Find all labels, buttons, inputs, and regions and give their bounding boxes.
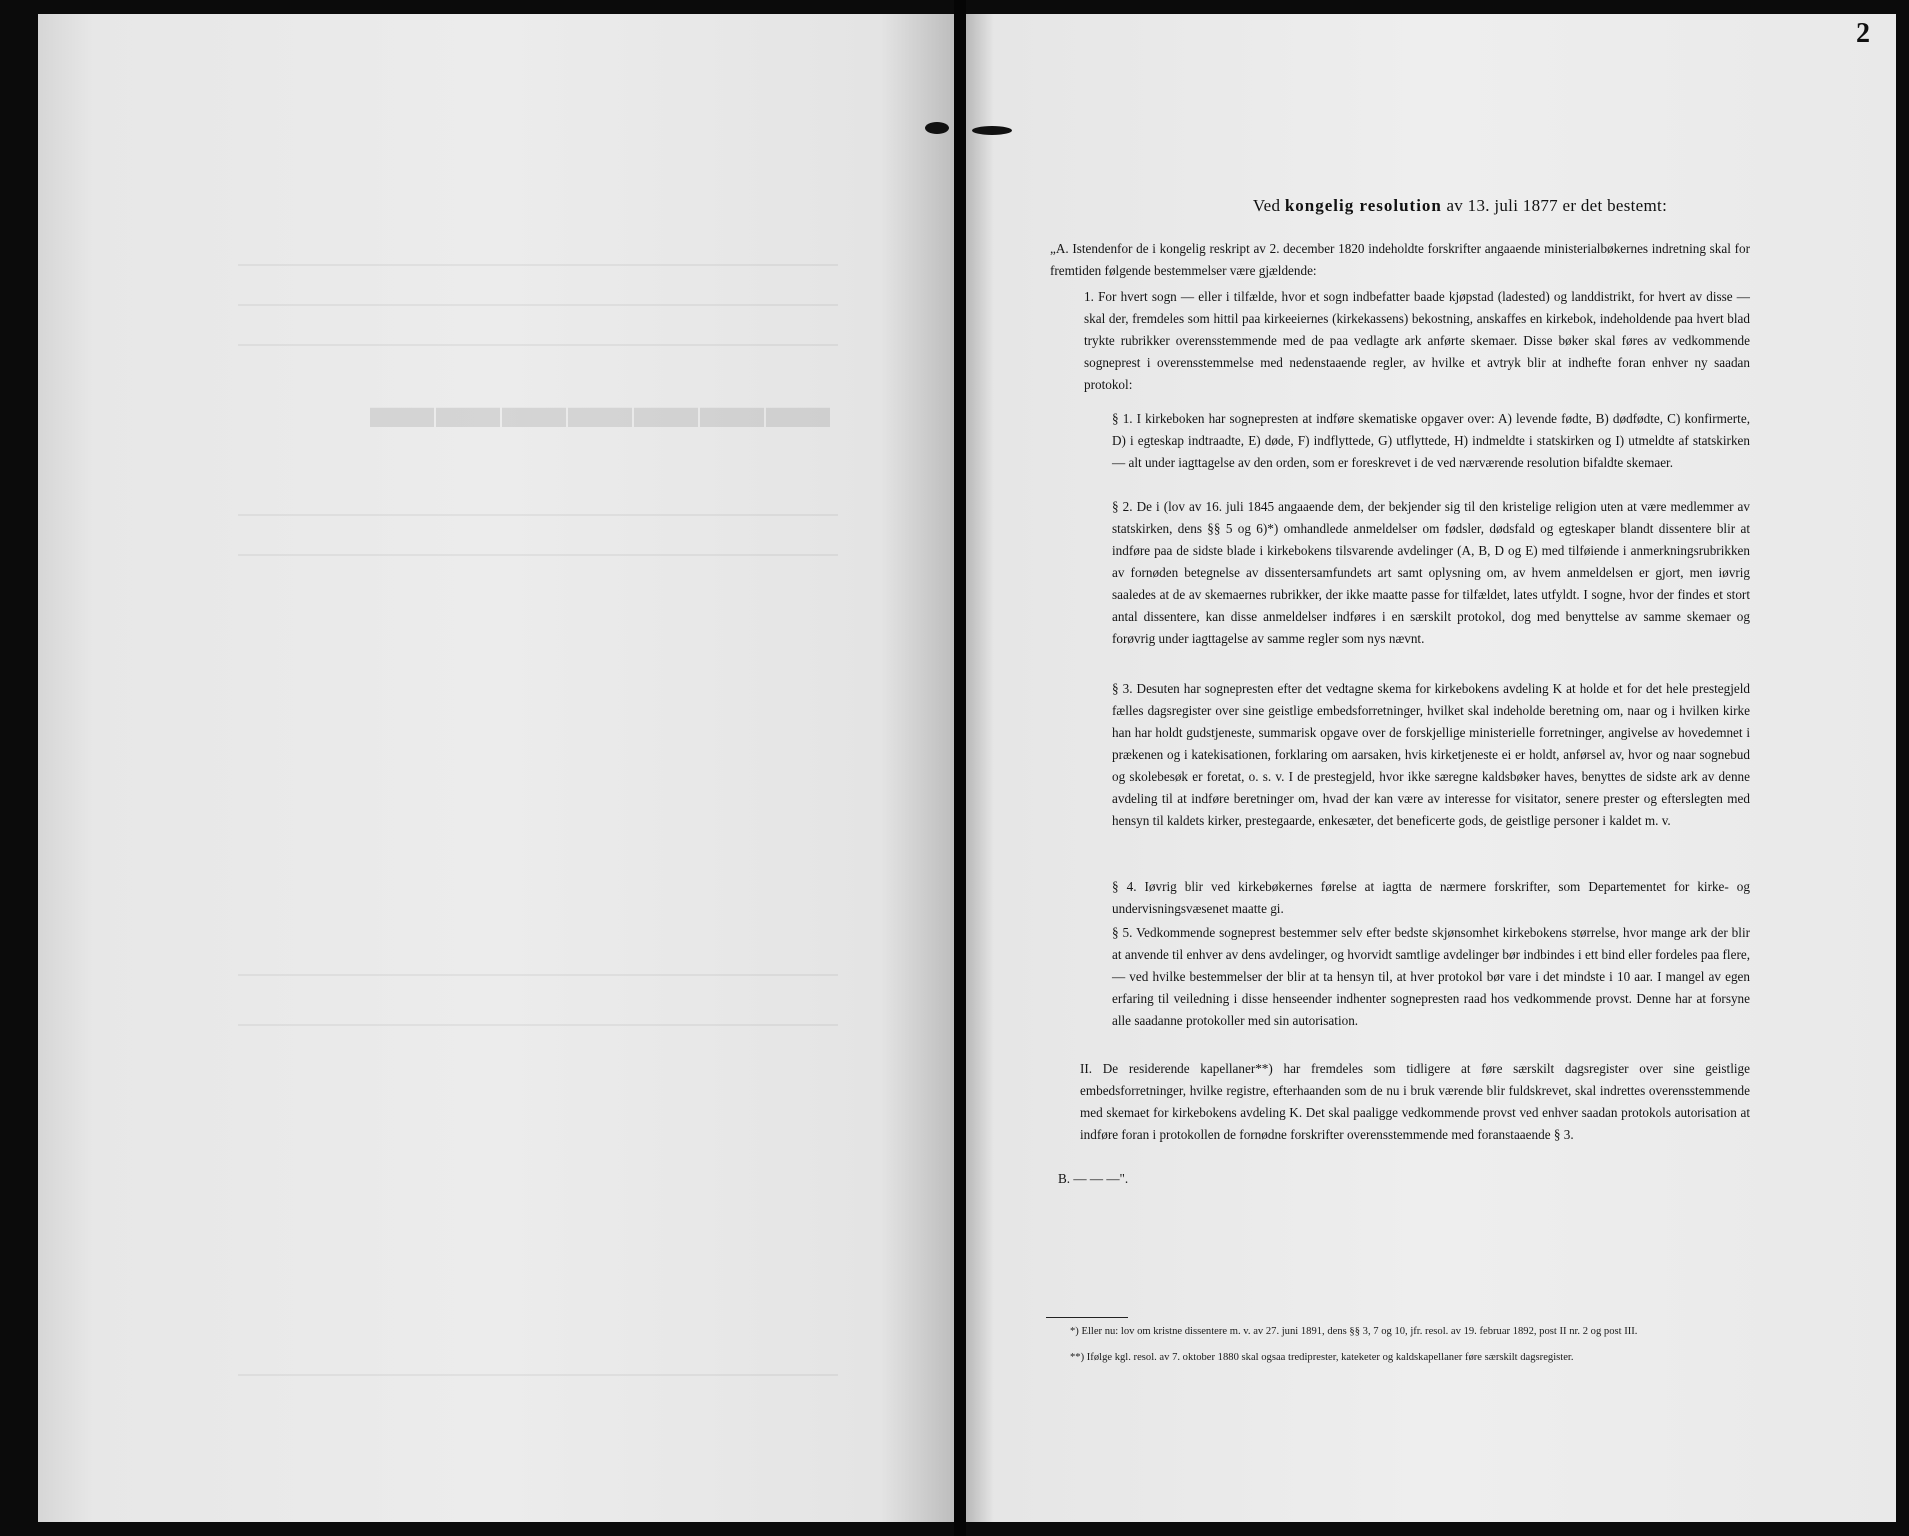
paragraph-3 — [1112, 678, 1750, 832]
heading-post: av 13. juli 1877 er det bestemt: — [1446, 196, 1668, 215]
section-a-text: „A. Istendenfor de i kongelig reskript av 2. december 1820 indeholdte forskrifter angaaende ministerialbøkernes indretning skal for fremtiden følgende bestemmelser være gjældende: — [1050, 241, 1750, 278]
paragraph-1-text: § 1. I kirkeboken har sognepresten at indføre skematiske opgaver over: A) levende fødte, B) dødfødte, C) konfirmerte, D) i egteskap indtraadte, E) døde, F) indflyttede, G) utflyttede, H) indmeldte i statskirken og I) utmeldte af statskirken — alt under iagttagelse av den orden, som er foreskrevet i de ved nærværende resolution bifaldte skemaer. — [1112, 411, 1750, 470]
bleed-through-line — [238, 974, 838, 976]
section-b-text: B. — — —". — [1058, 1171, 1129, 1186]
paragraph-5-text: § 5. Vedkommende sogneprest bestemmer selv efter bedste skjønsomhet kirkebokens størrelse, hvor mange ark der blir at anvende til enhver av dens avdelinger, og hvorvidt samtlige avdelinger bør indbindes i ett bind eller fordeles paa flere, — ved hvilke bestemmelser der blir at ta hensyn til, at hver protokol bør vare i det mindste i 10 aar. I mangel av egen erfaring til veiledning i disse henseender indhenter sognepresten raad hos vedkommende provst. Denne har at forsyne alle saadanne protokoller med sin autorisation. — [1112, 925, 1750, 1028]
section-a — [1050, 238, 1750, 282]
paragraph-5 — [1112, 922, 1750, 1032]
item-1-text: 1. For hvert sogn — eller i tilfælde, hvor et sogn indbefatter baade kjøpstad (ladested) og landdistrikt, for hvert av disse — skal der, fremdeles som hittil paa kirkeeiernes (kirkekassens) bekostning, anskaffes en kirkebok, indeholdende paa hvert blad trykte rubrikker overensstemmende med de paa vedlagte ark anførte skemaer. Disse bøker skal føres av vedkommende sogneprest i overensstemmelse med nedenstaaende regler, av hvilke et avtryk blir at indhefte foran enhver ny saadan protokol: — [1084, 289, 1750, 392]
paragraph-2 — [1112, 496, 1750, 650]
paragraph-4-text: § 4. Iøvrig blir ved kirkebøkernes førelse at iagtta de nærmere forskrifter, som Departementet for kirke- og undervisningsvæsenet maatte gi. — [1112, 879, 1750, 916]
bleed-through-line — [238, 304, 838, 306]
paragraph-3-text: § 3. Desuten har sognepresten efter det vedtagne skema for kirkebokens avdeling K at holde et for det hele prestegjeld fælles dagsregister over sine geistlige embedsforretninger, hvilket skal indeholde beretning om, naar og i hvilken kirke han har holdt gudstjeneste, summarisk opgave over de forskjellige ministerielle forretninger, angivelse av hovedemnet i prækenen og i katekisationen, forklaring om aarsaken, hvis kirketjeneste ei er holdt, anførsel av, hvor og naar sognebud og skolebesøk er foretat, o. s. v. I de prestegjeld, hvor ikke særegne kaldsbøker haves, benyttes de sidste ark av denne avdeling til at indføre beretninger om, hvad der kan være av interesse for visitator, senere prester og efterslegten med hensyn til kaldets kirker, prestegaarde, enkesæter, det beneficerte gods, de geistlige personer i kaldet m. v. — [1112, 681, 1750, 828]
bleed-through-line — [238, 344, 838, 346]
section-b — [1058, 1168, 1358, 1190]
heading-bold: kongelig resolution — [1284, 196, 1442, 215]
paragraph-4 — [1112, 876, 1750, 920]
binding-pin-right — [972, 126, 1012, 135]
binding-pin-left — [925, 122, 949, 134]
heading-pre: Ved — [1252, 196, 1281, 215]
item-1 — [1050, 286, 1750, 396]
footnote-rule — [1046, 1317, 1128, 1318]
footnote-2: **) Ifølge kgl. resol. av 7. oktober 1880 skal ogsaa trediprester, kateketer og kaldskapellaner føre særskilt dagsregister. — [1070, 1352, 1574, 1363]
item-2-text: II. De residerende kapellaner**) har fremdeles som tidligere at føre særskilt dagsregister over sine geistlige embedsforretninger, hvilke registre, efterhaanden som de nu i bruk værende blir fuldskrevet, skal indrettes overensstemmende med skemaet for kirkebokens avdeling K. Det skal paaligge vedkommende provst ved enhver saadan protokols autorisation at indføre foran i protokollen de fornødne forskrifter overensstemmende med foranstaaende § 3. — [1080, 1061, 1750, 1142]
bleed-through-line — [238, 1374, 838, 1376]
bleed-through-line — [238, 514, 838, 516]
book-gutter — [954, 0, 966, 1536]
paragraph-1 — [1112, 408, 1750, 474]
bleed-through-line — [238, 554, 838, 556]
bleed-through-line — [238, 1024, 838, 1026]
item-2 — [1080, 1058, 1750, 1146]
paragraph-2-text: § 2. De i (lov av 16. juli 1845 angaaende dem, der bekjender sig til den kristelige religion uten at være medlemmer av statskirken, dens §§ 5 og 6)*) omhandlede anmeldelser om fødsler, dødsfald og egteskaper blandt dissentere blir at indføre paa de sidste blade i kirkebokens tilsvarende avdelinger (A, B, D og E) med tilføiende i anmerkningsrubrikken av fornøden betegnelse av dissentersamfundets art samt oplysning om, av hvem anmeldelsen er gjort, men iøvrig saaledes at de av skemaernes rubrikker, der ikke maatte passe for tilfældet, lates utfyldt. I sogne, hvor der findes et stort antal dissentere, kan disse anmeldelser indføres i en særskilt protokol, dog med benyttelse av samme skemaer og forøvrig under iagttagelse av samme regler som nys nævnt. — [1112, 499, 1750, 646]
page-number: 2 — [1856, 18, 1870, 49]
bleed-through-title: ▬▬▬▬▬▬▬ — [368, 370, 830, 441]
footnote-1: *) Eller nu: lov om kristne dissentere m. v. av 27. juni 1891, dens §§ 3, 7 og 10, jfr. resol. av 19. februar 1892, post II nr. 2 og post III. — [1070, 1326, 1638, 1337]
page-heading — [1000, 196, 1909, 216]
bleed-through-line — [238, 264, 838, 266]
left-page — [38, 14, 954, 1522]
